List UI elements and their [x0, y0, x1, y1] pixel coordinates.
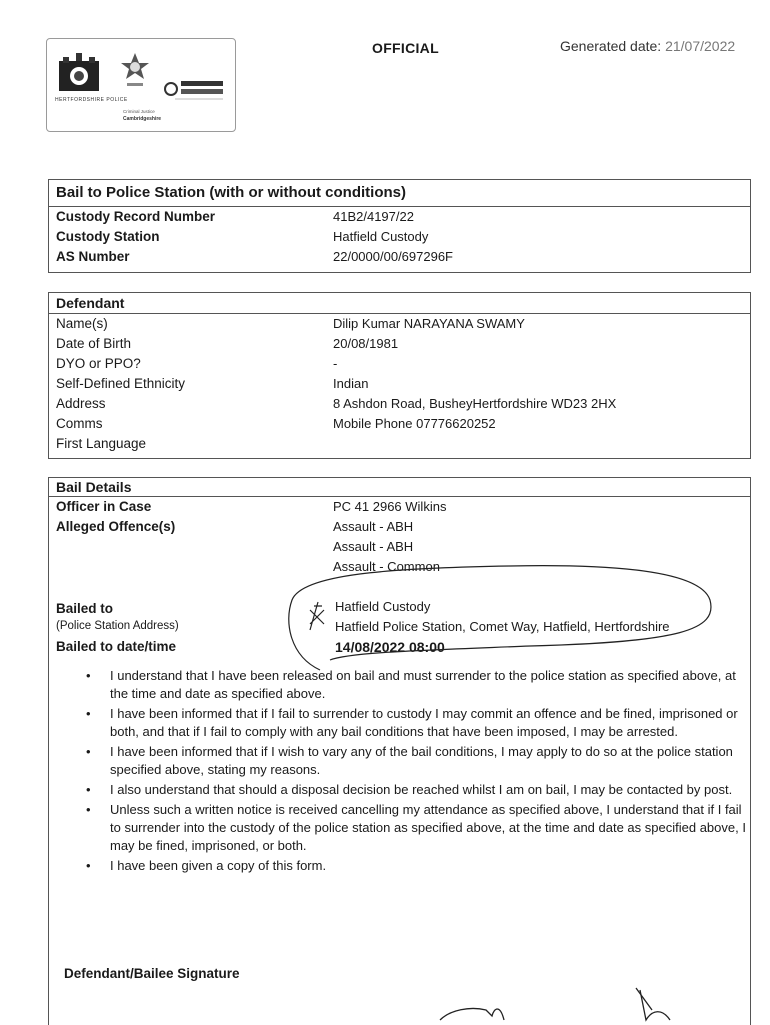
bailed-to-sub-label: (Police Station Address)	[56, 620, 179, 632]
name-row	[49, 314, 750, 334]
custody-station-value: Hatfield Custody	[333, 229, 429, 244]
term-item: • Unless such a written notice is received cancelling my attendance as specified above, I understand that if I fail to surrender into the custody of the police station as specified above, at the time and date as specified above, I may be fined, imprisoned, or both.	[80, 801, 750, 855]
logo-card	[46, 38, 236, 132]
name-label: Name(s)	[56, 316, 108, 331]
name-value: Dilip Kumar NARAYANA SWAMY	[333, 316, 525, 331]
police-text-label: HERTFORDSHIRE POLICE	[55, 97, 128, 103]
dyo-label: DYO or PPO?	[56, 356, 141, 371]
county-line1: Criminal Justice	[123, 109, 155, 114]
offence-row-2	[49, 537, 750, 557]
bailed-date-label: Bailed to date/time	[56, 639, 177, 654]
ethnicity-row	[49, 374, 750, 394]
handwritten-signature	[430, 980, 690, 1024]
dyo-row	[49, 354, 750, 374]
offence-value-3: Assault - Common	[333, 559, 440, 574]
officer-row	[49, 497, 750, 517]
term-item: • I understand that I have been released on bail and must surrender to the police station as specified above, at the time and date as specified above.	[80, 667, 750, 703]
offence-label: Alleged Offence(s)	[56, 519, 176, 534]
generated-date-label: Generated date:	[560, 38, 662, 54]
defendant-section	[48, 292, 751, 459]
language-row	[49, 434, 750, 454]
custody-record-value: 41B2/4197/22	[333, 209, 414, 224]
official-marking: OFFICIAL	[372, 40, 439, 56]
bailed-to-label: Bailed to	[56, 601, 114, 616]
station-address-value: Hatfield Police Station, Comet Way, Hatfield, Hertfordshire	[335, 619, 670, 634]
comms-label: Comms	[56, 416, 103, 431]
comms-row	[49, 414, 750, 434]
term-item: • I have been informed that if I fail to surrender to custody I may commit an offence and be fined, imprisoned or both, and that if I fail to comply with any bail conditions that have been imposed, I may be arrested.	[80, 705, 750, 741]
custody-station-row	[49, 227, 750, 247]
officer-value: PC 41 2966 Wilkins	[333, 499, 447, 514]
term-item: • I also understand that should a disposal decision be reached whilst I am on bail, I may be contacted by post.	[80, 781, 750, 799]
ethnicity-label: Self-Defined Ethnicity	[56, 376, 186, 391]
dyo-value: -	[333, 356, 338, 371]
officer-label: Officer in Case	[56, 499, 152, 514]
custody-station-label: Custody Station	[56, 229, 160, 244]
term-item: • I have been informed that if I wish to vary any of the bail conditions, I may apply to do so at the police station specified above, stating my reasons.	[80, 743, 750, 779]
dob-value: 20/08/1981	[333, 336, 399, 351]
defendant-title: Defendant	[49, 293, 750, 314]
bail-details-title: Bail Details	[49, 478, 750, 497]
generated-date-value: 21/07/2022	[665, 38, 736, 54]
as-number-row	[49, 247, 750, 267]
bail-station-section	[48, 179, 751, 273]
address-value: 8 Ashdon Road, BusheyHertfordshire WD23 2HX	[333, 396, 617, 411]
handwritten-circle-annotation	[280, 560, 720, 672]
ethnicity-value: Indian	[333, 376, 369, 391]
term-item: • I have been given a copy of this form.	[80, 857, 750, 875]
as-number-value: 22/0000/00/697296F	[333, 249, 453, 264]
custody-record-row	[49, 207, 750, 227]
county-line2: Cambridgeshire	[123, 116, 162, 122]
language-label: First Language	[56, 436, 147, 451]
signature-label: Defendant/Bailee Signature	[64, 966, 240, 981]
dob-row	[49, 334, 750, 354]
generated-date	[560, 38, 735, 54]
bailed-to-value: Hatfield Custody	[335, 599, 431, 614]
address-row	[49, 394, 750, 414]
comms-value: Mobile Phone 07776620252	[333, 416, 496, 431]
address-label: Address	[56, 396, 106, 411]
star-mark-icon	[310, 602, 324, 630]
dob-label: Date of Birth	[56, 336, 132, 351]
as-number-label: AS Number	[56, 249, 130, 264]
bail-terms-list	[80, 667, 750, 877]
bail-station-title: Bail to Police Station (with or without conditions)	[49, 180, 750, 207]
offence-value-1: Assault - ABH	[333, 519, 414, 534]
custody-record-label: Custody Record Number	[56, 209, 216, 224]
bailed-date-value: 14/08/2022 08:00	[335, 639, 445, 655]
offence-value-2: Assault - ABH	[333, 539, 414, 554]
offence-row	[49, 517, 750, 537]
